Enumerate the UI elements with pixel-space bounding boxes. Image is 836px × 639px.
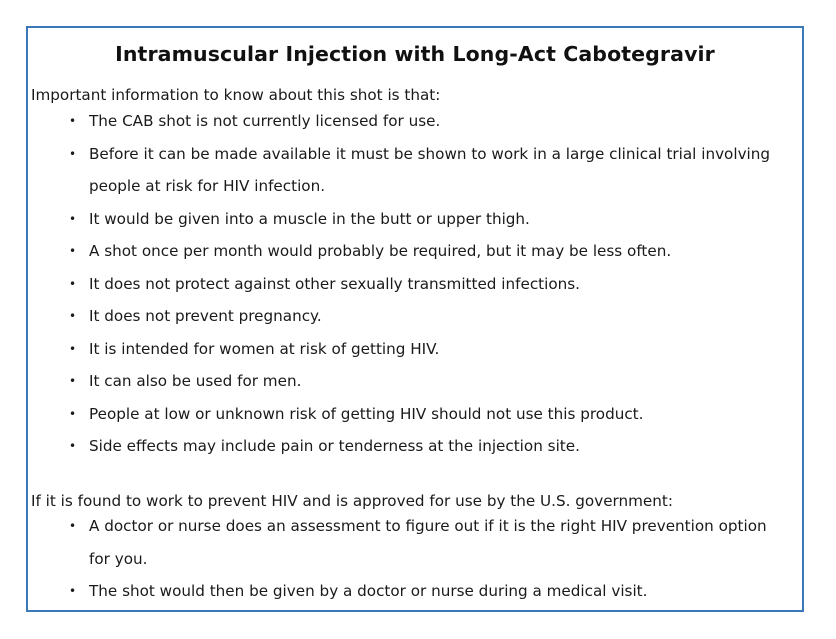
- list-item: [28, 333, 779, 366]
- list-item-text: It can also be used for men.: [89, 372, 302, 390]
- list-item-text: A shot once per month would probably be required, but it may be less often.: [89, 242, 672, 260]
- list-item: [28, 430, 779, 463]
- list-item: [28, 365, 779, 398]
- list-item: [28, 138, 779, 203]
- bullet-icon: •: [69, 146, 77, 161]
- important-info-list: [28, 105, 788, 463]
- bullet-icon: •: [69, 309, 77, 323]
- list-item-text: It does not prevent pregnancy.: [89, 307, 322, 325]
- section-intro-important-info: Important information to know about this shot is that:: [31, 86, 441, 104]
- bullet-icon: •: [69, 276, 77, 291]
- bullet-icon: •: [69, 406, 77, 421]
- if-approved-list: [28, 510, 788, 608]
- bullet-icon: •: [69, 211, 77, 226]
- bullet-icon: •: [69, 439, 77, 453]
- list-item-text: Side effects may include pain or tenderness at the injection site.: [89, 437, 580, 455]
- page-title: Intramuscular Injection with Long-Act Cabotegravir: [115, 42, 715, 66]
- bullet-icon: •: [69, 374, 77, 388]
- list-item-text: It would be given into a muscle in the butt or upper thigh.: [89, 209, 530, 228]
- list-item-text: Before it can be made available it must be shown to work in a large clinical trial involving people at risk for HIV infection.: [89, 144, 771, 195]
- list-item: [28, 203, 779, 236]
- list-item: [28, 268, 779, 301]
- list-item-text: The CAB shot is not currently licensed for use.: [89, 112, 441, 130]
- list-item-text: The shot would then be given by a doctor or nurse during a medical visit.: [89, 582, 648, 600]
- section-intro-if-approved: If it is found to work to prevent HIV and is approved for use by the U.S. government:: [31, 492, 673, 510]
- list-item-text: A doctor or nurse does an assessment to figure out if it is the right HIV prevention option for you.: [89, 517, 767, 568]
- info-panel: [26, 26, 804, 612]
- list-item: [28, 300, 779, 333]
- list-item: [28, 105, 779, 138]
- bullet-icon: •: [69, 114, 77, 128]
- list-item: [28, 510, 779, 575]
- bullet-icon: •: [69, 519, 77, 533]
- list-item: [28, 235, 779, 268]
- list-item-text: People at low or unknown risk of getting HIV should not use this product.: [89, 404, 644, 423]
- list-item-text: It is intended for women at risk of getting HIV.: [89, 339, 440, 358]
- bullet-icon: •: [69, 244, 77, 258]
- bullet-icon: •: [69, 584, 77, 598]
- list-item: [28, 575, 779, 608]
- list-item-text: It does not protect against other sexually transmitted infections.: [89, 274, 580, 293]
- list-item: [28, 398, 779, 431]
- bullet-icon: •: [69, 341, 77, 356]
